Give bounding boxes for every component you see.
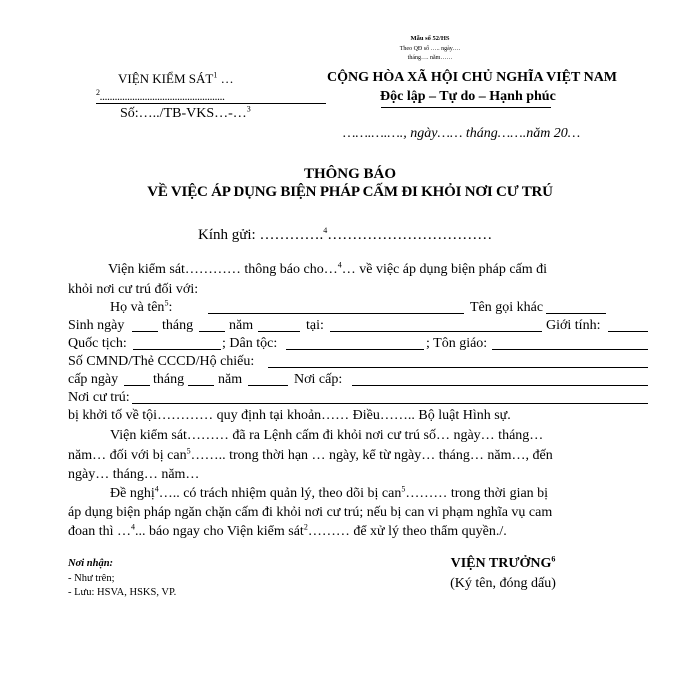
recipient-line: Kính gửi: ………….$^4$…………………………… xyxy=(198,226,493,243)
gender-field[interactable] xyxy=(608,318,648,332)
form-reference-line-2: tháng…. năm…… xyxy=(407,55,453,61)
recipient-item: - Lưu: HSVA, HSKS, VP. xyxy=(68,587,177,598)
national-title: CỘNG HÒA XÃ HỘI CHỦ NGHĨA VIỆT NAM xyxy=(327,70,618,85)
decision-paragraph-line-1: Viện kiểm sát……… đã ra Lệnh cấm đi khỏi nơi cư trú số… ngày… tháng… xyxy=(110,428,544,443)
recipient-item: - Như trên; xyxy=(68,573,115,584)
intro-paragraph-cont: khỏi nơi cư trú đối với: xyxy=(68,282,199,297)
nationality-field[interactable] xyxy=(133,336,221,350)
religion-field[interactable] xyxy=(492,336,648,350)
full-name-label: Họ và tên$^5$: xyxy=(110,298,173,315)
form-reference-line-1: Theo QĐ số ….. ngày…. xyxy=(399,46,461,52)
decision-paragraph-line-2: năm… đối với bị can$^5$…….. trong thời hạn … ngày, kể từ ngày… tháng… năm…, đến xyxy=(68,446,553,463)
birth-date-label: Sinh ngày xyxy=(68,318,125,333)
issue-day-field[interactable] xyxy=(124,372,150,386)
ethnicity-field[interactable] xyxy=(286,336,424,350)
issue-date-label: cấp ngày xyxy=(68,372,119,387)
birth-month-field[interactable] xyxy=(199,318,225,332)
birth-day-field[interactable] xyxy=(132,318,158,332)
alias-field[interactable] xyxy=(546,300,606,314)
id-number-label: Số CMND/Thẻ CCCD/Hộ chiếu: xyxy=(68,354,255,369)
request-paragraph-line-2: áp dụng biện pháp ngăn chặn cấm đi khỏi nơi cư trú; nếu bị can vi phạm nghĩa vụ cam xyxy=(68,505,553,520)
gender-label: Giới tính: xyxy=(546,318,601,333)
issue-year-field[interactable] xyxy=(248,372,288,386)
religion-label: ; Tôn giáo: xyxy=(426,336,488,351)
issue-place-label: Nơi cấp: xyxy=(294,372,343,387)
charge-line: bị khởi tố về tội………… quy định tại khoản…… Điều…….. Bộ luật Hình sự. xyxy=(68,408,511,423)
birth-place-label: tại: xyxy=(306,318,324,333)
decision-paragraph-line-3: ngày… tháng… năm… xyxy=(68,467,200,482)
date-line: …….….…., ngày…… tháng…….năm 20… xyxy=(343,126,581,141)
ethnicity-label: ; Dân tộc: xyxy=(222,336,278,351)
issue-month-field[interactable] xyxy=(188,372,214,386)
signer-title: VIỆN TRƯỞNG$^6$ xyxy=(450,554,556,571)
motto-underline xyxy=(381,107,551,108)
full-name-field[interactable] xyxy=(208,300,464,314)
request-paragraph-line-1: Đề nghị$^4$….. có trách nhiệm quản lý, theo dõi bị can$^5$……… trong thời gian bị xyxy=(110,484,549,501)
intro-paragraph: Viện kiểm sát………… thông báo cho…$^4$… về việc áp dụng biện pháp cấm đi xyxy=(108,260,548,277)
request-paragraph-line-3: đoan thì …$^4$... báo ngay cho Viện kiểm sát$^2$……… để xử lý theo thẩm quyền./. xyxy=(68,522,507,539)
recipients-heading: Nơi nhận: xyxy=(68,558,114,569)
form-code: Mẫu số 52/HS xyxy=(410,35,450,42)
id-number-field[interactable] xyxy=(268,354,648,368)
document-number: Số:…../TB-VKS…-…$^3$ xyxy=(120,104,251,121)
issue-month-label: tháng xyxy=(153,372,185,387)
birth-year-label: năm xyxy=(229,318,254,333)
signature-note: (Ký tên, đóng dấu) xyxy=(450,576,556,591)
header-divider xyxy=(96,103,326,104)
birth-month-label: tháng xyxy=(162,318,194,333)
birth-place-field[interactable] xyxy=(330,318,542,332)
agency-subunit-placeholder: $^2$.................................................. xyxy=(96,88,225,103)
birth-year-field[interactable] xyxy=(258,318,300,332)
nationality-label: Quốc tịch: xyxy=(68,336,127,351)
document-title: THÔNG BÁO xyxy=(303,166,397,182)
issue-place-field[interactable] xyxy=(352,372,648,386)
alias-label: Tên gọi khác xyxy=(470,300,544,315)
residence-label: Nơi cư trú: xyxy=(68,390,130,405)
document-subtitle: VỀ VIỆC ÁP DỤNG BIỆN PHÁP CẤM ĐI KHỎI NƠI CƯ TRÚ xyxy=(147,184,553,200)
issue-year-label: năm xyxy=(218,372,243,387)
national-motto: Độc lập – Tự do – Hạnh phúc xyxy=(380,89,556,104)
residence-field[interactable] xyxy=(132,390,648,404)
agency-name: VIỆN KIỂM SÁT$^1$ … xyxy=(118,70,234,86)
